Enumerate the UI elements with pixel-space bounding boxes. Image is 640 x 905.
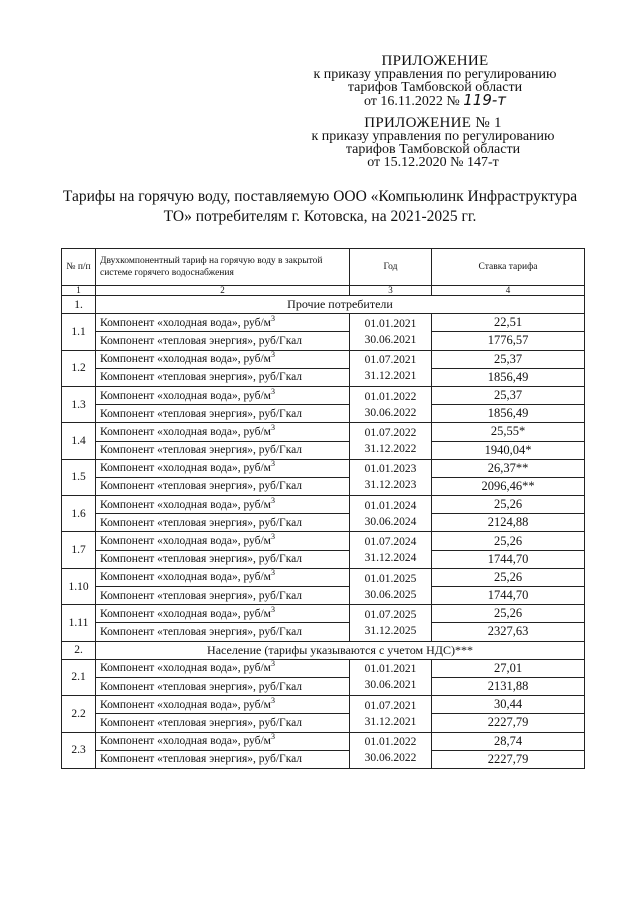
document-title-line2: ТО» потребителям г. Котовска, на 2021-2025 гг. xyxy=(163,208,477,225)
period-from: 01.01.2022 xyxy=(364,736,417,749)
unit-superscript: 3 xyxy=(270,732,275,742)
component-heat-label: Компонент «тепловая энергия», руб/Гкал xyxy=(96,550,350,568)
table-row xyxy=(62,532,585,550)
table-row xyxy=(62,405,585,423)
rate-heat-value: 2327,63 xyxy=(432,623,585,641)
index-cell: 3 xyxy=(350,286,432,296)
component-cold-label xyxy=(96,696,350,714)
period-cell xyxy=(350,605,432,641)
section-num: 1. xyxy=(62,296,96,314)
unit-superscript: 3 xyxy=(270,568,275,578)
component-cold-label xyxy=(96,459,350,477)
component-heat-label: Компонент «тепловая энергия», руб/Гкал xyxy=(96,405,350,423)
unit-superscript: 3 xyxy=(270,386,275,396)
unit-superscript: 3 xyxy=(270,350,275,360)
rate-cold-value: 27,01 xyxy=(432,659,585,677)
rate-cold-value: 25,37 xyxy=(432,350,585,368)
table-row xyxy=(62,423,585,441)
rate-cold-value: 25,26 xyxy=(432,532,585,550)
period-to: 30.06.2022 xyxy=(364,406,417,419)
component-heat-label: Компонент «тепловая энергия», руб/Гкал xyxy=(96,332,350,350)
unit-superscript: 3 xyxy=(270,695,275,705)
component-cold-text: Компонент «холодная вода», руб/м xyxy=(100,535,271,548)
table-row xyxy=(62,623,585,641)
row-num: 1.3 xyxy=(62,386,96,422)
period-to: 31.12.2023 xyxy=(364,479,417,492)
component-cold-text: Компонент «холодная вода», руб/м xyxy=(100,316,271,329)
rate-cold-value: 25,26 xyxy=(432,496,585,514)
row-num: 2.1 xyxy=(62,659,96,695)
unit-superscript: 3 xyxy=(270,532,275,542)
component-cold-label xyxy=(96,568,350,586)
table-row xyxy=(62,714,585,732)
component-heat-label: Компонент «тепловая энергия», руб/Гкал xyxy=(96,677,350,695)
appendix-header xyxy=(300,55,570,108)
component-cold-label xyxy=(96,386,350,404)
table-row xyxy=(62,496,585,514)
header-name: Двухкомпонентный тариф на горячую воду в закрытой системе горячего водоснабжения xyxy=(96,249,350,286)
component-heat-label: Компонент «тепловая энергия», руб/Гкал xyxy=(96,623,350,641)
component-heat-label: Компонент «тепловая энергия», руб/Гкал xyxy=(96,368,350,386)
table-row xyxy=(62,441,585,459)
period-to: 30.06.2021 xyxy=(364,679,417,692)
component-heat-label: Компонент «тепловая энергия», руб/Гкал xyxy=(96,750,350,768)
period-cell xyxy=(350,350,432,386)
component-cold-label xyxy=(96,605,350,623)
rate-cold-value: 22,51 xyxy=(432,314,585,332)
period-cell xyxy=(350,423,432,459)
period-to: 31.12.2025 xyxy=(364,624,417,637)
component-cold-label xyxy=(96,659,350,677)
appendix-1-line1: к приказу управления по регулированию xyxy=(311,129,555,144)
section-title: Население (тарифы указываются с учетом НДС)*** xyxy=(96,641,585,659)
appendix-1-header xyxy=(298,117,568,169)
component-cold-text: Компонент «холодная вода», руб/м xyxy=(100,462,271,475)
index-cell: 4 xyxy=(432,286,585,296)
table-row xyxy=(62,459,585,477)
component-cold-text: Компонент «холодная вода», руб/м xyxy=(100,353,271,366)
appendix-line2: тарифов Тамбовской области xyxy=(347,80,523,95)
rate-heat-value: 2227,79 xyxy=(432,750,585,768)
component-cold-label xyxy=(96,732,350,750)
period-to: 31.12.2024 xyxy=(364,552,417,565)
row-num: 1.4 xyxy=(62,423,96,459)
table-header-row xyxy=(62,249,585,286)
table-row xyxy=(62,386,585,404)
period-cell xyxy=(350,314,432,350)
document-title-line1: Тарифы на горячую воду, поставляемую ООО «Компьюлинк Инфраструктура xyxy=(62,188,578,205)
table-row xyxy=(62,514,585,532)
appendix-1-line2: тарифов Тамбовской области xyxy=(345,142,521,157)
period-from: 01.07.2022 xyxy=(364,427,417,439)
row-num: 2.2 xyxy=(62,696,96,732)
period-to: 31.12.2022 xyxy=(364,443,417,455)
period-cell xyxy=(350,386,432,422)
component-heat-label: Компонент «тепловая энергия», руб/Гкал xyxy=(96,714,350,732)
appendix-1-line3: от 15.12.2020 № 147-т xyxy=(367,155,499,170)
component-heat-label: Компонент «тепловая энергия», руб/Гкал xyxy=(96,477,350,495)
period-from: 01.01.2021 xyxy=(364,317,417,330)
period-to: 30.06.2024 xyxy=(364,515,417,528)
rate-heat-value: 1856,49 xyxy=(432,405,585,423)
row-num: 1.10 xyxy=(62,568,96,604)
component-cold-label xyxy=(96,532,350,550)
table-row xyxy=(62,550,585,568)
component-cold-text: Компонент «холодная вода», руб/м xyxy=(100,389,271,402)
header-rate: Ставка тарифа xyxy=(432,249,585,286)
tariff-table xyxy=(61,248,585,769)
rate-cold-value: 28,74 xyxy=(432,732,585,750)
appendix-line3 xyxy=(300,91,570,109)
unit-superscript: 3 xyxy=(270,423,275,433)
component-heat-label: Компонент «тепловая энергия», руб/Гкал xyxy=(96,441,350,459)
rate-heat-value: 2096,46** xyxy=(432,477,585,495)
period-to: 30.06.2025 xyxy=(364,588,417,601)
table-row xyxy=(62,314,585,332)
header-year: Год xyxy=(350,249,432,286)
period-from: 01.01.2023 xyxy=(364,463,417,476)
table-row xyxy=(62,659,585,677)
period-to: 31.12.2021 xyxy=(364,715,417,728)
period-to: 30.06.2022 xyxy=(364,752,417,765)
table-row xyxy=(62,750,585,768)
table-row xyxy=(62,332,585,350)
table-row xyxy=(62,605,585,623)
period-from: 01.07.2021 xyxy=(364,354,417,367)
component-cold-label xyxy=(96,350,350,368)
unit-superscript: 3 xyxy=(270,659,275,669)
component-cold-text: Компонент «холодная вода», руб/м xyxy=(100,735,271,748)
period-cell xyxy=(350,696,432,732)
section-row xyxy=(62,641,585,659)
table-row xyxy=(62,696,585,714)
row-num: 1.5 xyxy=(62,459,96,495)
unit-superscript: 3 xyxy=(270,495,275,505)
document-title xyxy=(60,187,580,227)
component-cold-text: Компонент «холодная вода», руб/м xyxy=(100,662,271,675)
period-from: 01.07.2025 xyxy=(364,608,417,621)
appendix-1-title: ПРИЛОЖЕНИЕ № 1 xyxy=(364,115,502,131)
rate-heat-value: 1856,49 xyxy=(432,368,585,386)
rate-heat-value: 2124,88 xyxy=(432,514,585,532)
period-from: 01.01.2025 xyxy=(364,572,417,585)
row-num: 1.7 xyxy=(62,532,96,568)
period-to: 31.12.2021 xyxy=(364,370,417,383)
component-cold-text: Компонент «холодная вода», руб/м xyxy=(100,698,271,711)
component-heat-label: Компонент «тепловая энергия», руб/Гкал xyxy=(96,514,350,532)
rate-heat-value: 1776,57 xyxy=(432,332,585,350)
unit-superscript: 3 xyxy=(270,459,275,469)
unit-superscript: 3 xyxy=(270,313,275,323)
index-cell: 1 xyxy=(62,286,96,296)
rate-cold-value: 25,37 xyxy=(432,386,585,404)
rate-heat-value: 1744,70 xyxy=(432,587,585,605)
component-cold-text: Компонент «холодная вода», руб/м xyxy=(100,498,271,511)
component-cold-text: Компонент «холодная вода», руб/м xyxy=(100,571,271,584)
table-row xyxy=(62,587,585,605)
appendix-title: ПРИЛОЖЕНИЕ xyxy=(381,53,489,69)
period-cell xyxy=(350,532,432,568)
table-row xyxy=(62,368,585,386)
component-cold-text: Компонент «холодная вода», руб/м xyxy=(100,607,271,620)
period-cell xyxy=(350,732,432,768)
row-num: 2.3 xyxy=(62,732,96,768)
row-num: 1.2 xyxy=(62,350,96,386)
unit-superscript: 3 xyxy=(270,604,275,614)
component-cold-text: Компонент «холодная вода», руб/м xyxy=(100,425,271,438)
rate-cold-value: 25,55* xyxy=(432,423,585,441)
row-num: 1.6 xyxy=(62,496,96,532)
section-num: 2. xyxy=(62,641,96,659)
rate-cold-value: 30,44 xyxy=(432,696,585,714)
appendix-line1: к приказу управления по регулированию xyxy=(313,67,557,82)
table-row xyxy=(62,477,585,495)
handwritten-order-number: 119-т xyxy=(463,91,507,109)
row-num: 1.11 xyxy=(62,605,96,641)
period-cell xyxy=(350,659,432,695)
period-cell xyxy=(350,459,432,495)
section-title: Прочие потребители xyxy=(96,296,585,314)
index-cell: 2 xyxy=(96,286,350,296)
rate-cold-value: 25,26 xyxy=(432,568,585,586)
section-row xyxy=(62,296,585,314)
component-heat-label: Компонент «тепловая энергия», руб/Гкал xyxy=(96,587,350,605)
period-from: 01.01.2022 xyxy=(364,390,417,403)
table-row xyxy=(62,350,585,368)
rate-cold-value: 26,37** xyxy=(432,459,585,477)
rate-heat-value: 2227,79 xyxy=(432,714,585,732)
rate-heat-value: 2131,88 xyxy=(432,677,585,695)
table-index-row xyxy=(62,286,585,296)
header-num: № п/п xyxy=(62,249,96,286)
rate-cold-value: 25,26 xyxy=(432,605,585,623)
component-cold-label xyxy=(96,314,350,332)
period-from: 01.07.2024 xyxy=(364,536,417,549)
period-cell xyxy=(350,496,432,532)
period-cell xyxy=(350,568,432,604)
period-to: 30.06.2021 xyxy=(364,333,417,346)
table-row xyxy=(62,732,585,750)
component-cold-label xyxy=(96,423,350,441)
rate-heat-value: 1940,04* xyxy=(432,441,585,459)
table-row xyxy=(62,677,585,695)
period-from: 01.01.2021 xyxy=(364,663,417,676)
appendix-date: от 16.11.2022 № xyxy=(363,94,460,109)
rate-heat-value: 1744,70 xyxy=(432,550,585,568)
table-row xyxy=(62,568,585,586)
row-num: 1.1 xyxy=(62,314,96,350)
component-cold-label xyxy=(96,496,350,514)
period-from: 01.07.2021 xyxy=(364,699,417,712)
period-from: 01.01.2024 xyxy=(364,499,417,512)
